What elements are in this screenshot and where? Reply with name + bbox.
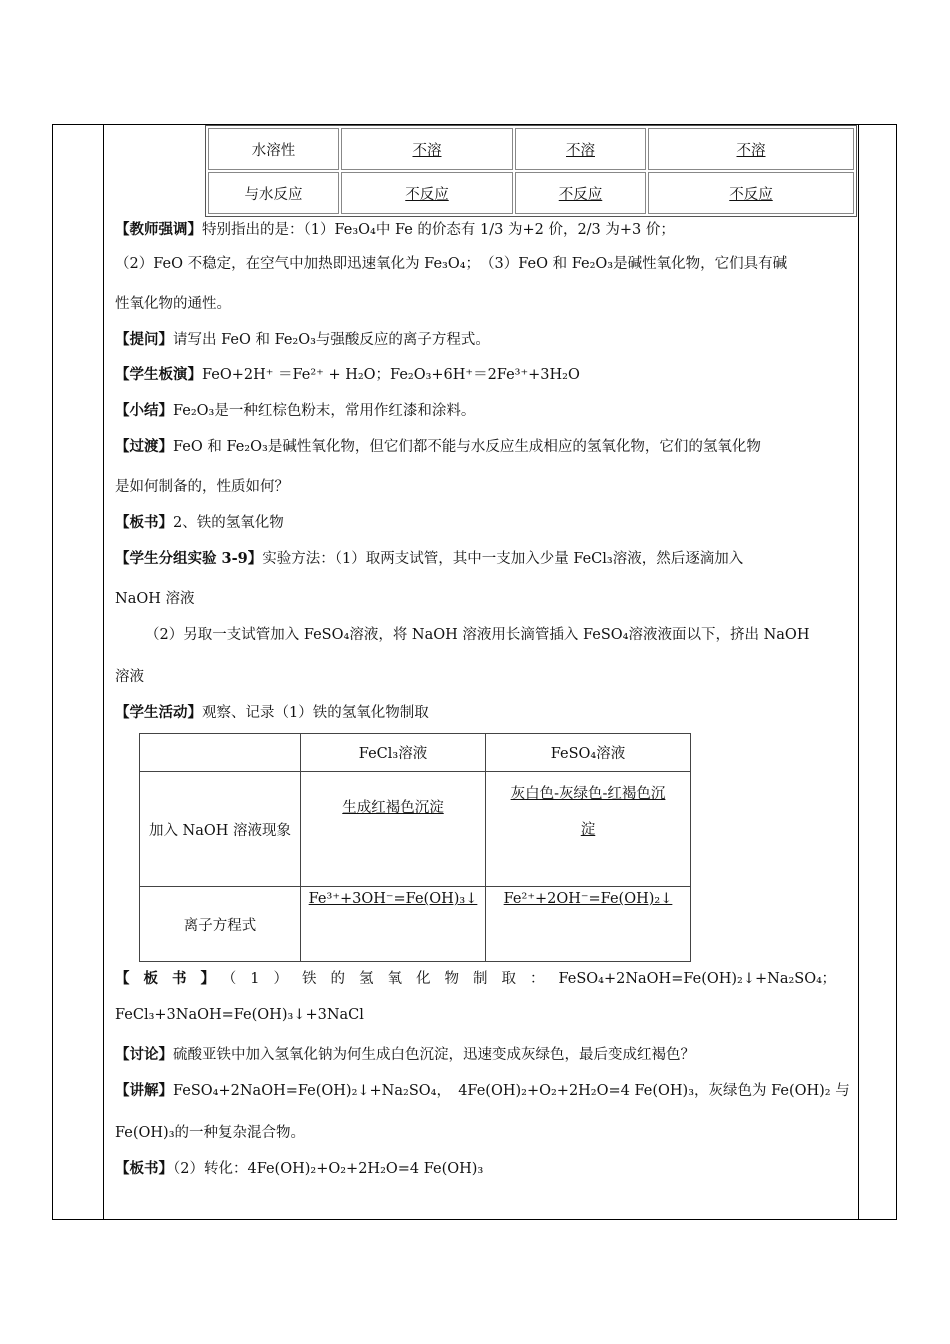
group-experiment-line2: NaOH 溶液 xyxy=(115,591,195,607)
explanation-line1: 【讲解】FeSO₄+2NaOH=Fe(OH)₂↓+Na₂SO₄， 4Fe(OH)₂+O₂+2H₂O=4 Fe(OH)₃，灰绿色为 Fe(OH)₂ 与 xyxy=(115,1082,850,1099)
table-cell xyxy=(140,734,301,772)
transition-line1: 【过渡】FeO 和 Fe₂O₃是碱性氧化物，但它们都不能与水反应生成相应的氢氧化物，它们的氢氧化物 xyxy=(115,438,761,455)
table-cell: 灰白色-灰绿色-红褐色沉 淀 xyxy=(486,772,691,887)
lesson-content xyxy=(115,125,850,1219)
question: 【提问】请写出 FeO 和 Fe₂O₃与强酸反应的离子方程式。 xyxy=(115,331,490,348)
board-preparation-line1: 【板书】（1）铁的氢氧化物制取：FeSO₄+2NaOH=Fe(OH)₂↓+Na₂SO₄ ； xyxy=(115,970,836,987)
group-experiment-line1: 【学生分组实验 3-9】实验方法：（1）取两支试管，其中一支加入少量 FeCl₃溶液，然后逐滴加入 xyxy=(115,550,744,567)
row-label: 与水反应 xyxy=(208,172,339,214)
table-cell: 不反应 xyxy=(341,172,513,214)
board-preparation-line2: FeCl₃+3NaOH=Fe(OH)₃↓+3NaCl xyxy=(115,1007,364,1023)
table-cell: 不溶 xyxy=(648,128,854,170)
transition-line2: 是如何制备的，性质如何？ xyxy=(115,479,289,495)
table-row xyxy=(140,887,691,962)
right-column-divider xyxy=(858,125,859,1219)
board-demo: 【学生板演】FeO+2H⁺ ＝Fe²⁺ + H₂O；Fe₂O₃+6H⁺＝2Fe³⁺+3H₂O xyxy=(115,366,580,383)
explanation-line2: Fe(OH)₃的一种复杂混合物。 xyxy=(115,1125,306,1141)
teacher-emphasis-line3: 性氧化物的通性。 xyxy=(115,296,231,312)
group-experiment-line4: 溶液 xyxy=(115,669,144,685)
board-heading: 【板书】2、铁的氢氧化物 xyxy=(115,514,284,531)
board-conversion: 【板书】（2）转化：4Fe(OH)₂+O₂+2H₂O=4 Fe(OH)₃ xyxy=(115,1160,484,1177)
student-activity: 【学生活动】观察、记录（1）铁的氢氧化物制取 xyxy=(115,704,429,721)
table-cell: 不溶 xyxy=(515,128,646,170)
table-cell: Fe²⁺+2OH⁻=Fe(OH)₂↓ xyxy=(486,887,691,962)
group-experiment-line3: （2）另取一支试管加入 FeSO₄溶液，将 NaOH 溶液用长滴管插入 FeSO₄溶液液面以下，挤出 NaOH xyxy=(145,627,810,643)
lesson-frame xyxy=(52,124,897,1220)
teacher-emphasis-line2: （2）FeO 不稳定，在空气中加热即迅速氧化为 Fe₃O₄； （3）FeO 和 Fe₂O₃是碱性氧化物，它们具有碱 xyxy=(115,256,788,272)
table-row xyxy=(140,772,691,887)
table-row xyxy=(208,128,854,170)
table-header: FeSO₄溶液 xyxy=(486,734,691,772)
summary: 【小结】Fe₂O₃是一种红棕色粉末，常用作红漆和涂料。 xyxy=(115,402,476,419)
row-label: 加入 NaOH 溶液现象 xyxy=(140,772,301,887)
table-cell: 生成红褐色沉淀 xyxy=(301,772,486,887)
teacher-emphasis-line1: 【教师强调】特别指出的是：（1）Fe₃O₄中 Fe 的价态有 1/3 为+2 价，2/3 为+3 价； xyxy=(115,221,675,238)
row-label: 水溶性 xyxy=(208,128,339,170)
table-cell: Fe³⁺+3OH⁻=Fe(OH)₃↓ xyxy=(301,887,486,962)
left-column-divider xyxy=(103,125,104,1219)
table-cell: 不溶 xyxy=(341,128,513,170)
experiment-table xyxy=(139,733,691,962)
table-row xyxy=(140,734,691,772)
table-header: FeCl₃溶液 xyxy=(301,734,486,772)
oxide-properties-table xyxy=(205,125,857,217)
table-row xyxy=(208,172,854,214)
discussion: 【讨论】硫酸亚铁中加入氢氧化钠为何生成白色沉淀，迅速变成灰绿色，最后变成红褐色？ xyxy=(115,1046,695,1063)
row-label: 离子方程式 xyxy=(140,887,301,962)
table-cell: 不反应 xyxy=(648,172,854,214)
table-cell: 不反应 xyxy=(515,172,646,214)
